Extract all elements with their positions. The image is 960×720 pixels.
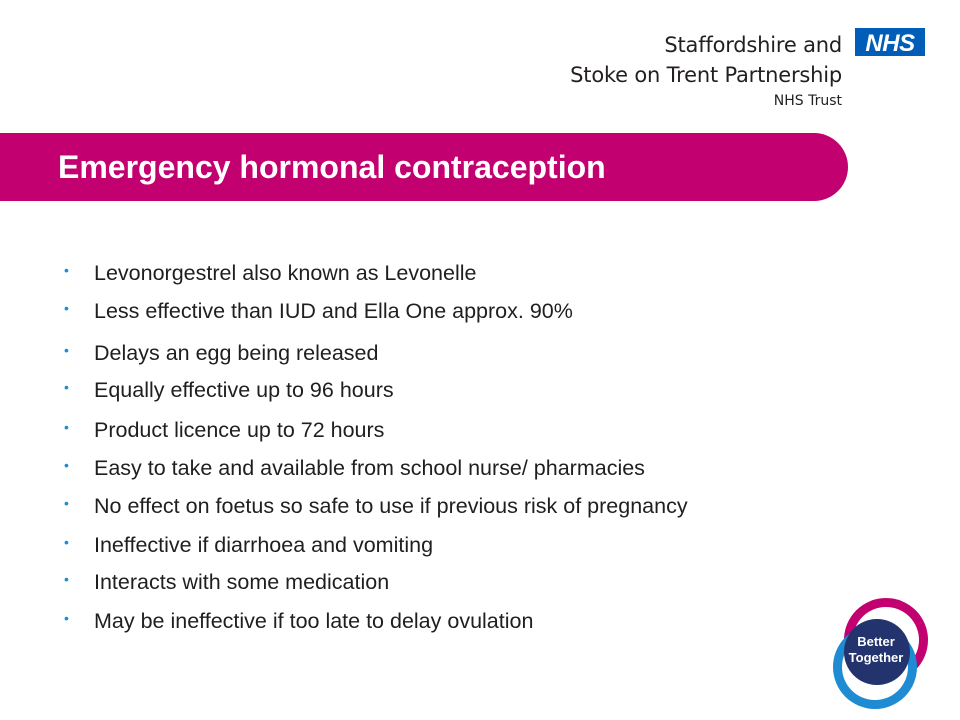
bullet-marker-icon: •	[64, 571, 69, 587]
org-name	[570, 30, 842, 110]
list-item	[0, 373, 900, 407]
bullet-text: Product licence up to 72 hours	[94, 418, 385, 442]
bullet-text: No effect on foetus so safe to use if previous risk of pregnancy	[94, 494, 688, 518]
list-item	[0, 294, 900, 328]
bullet-text: Levonorgestrel also known as Levonelle	[94, 261, 477, 285]
bullet-marker-icon: •	[64, 342, 69, 358]
org-name-line-3: NHS Trust	[773, 93, 842, 109]
list-item	[0, 565, 900, 599]
list-item	[0, 336, 900, 370]
bullet-text: Less effective than IUD and Ella One approx. 90%	[94, 299, 573, 323]
list-item	[0, 256, 900, 290]
nhs-logo-text: NHS	[865, 30, 915, 56]
bullet-marker-icon: •	[64, 610, 69, 626]
bullet-text: Interacts with some medication	[94, 570, 390, 594]
bullet-marker-icon: •	[64, 379, 69, 395]
bullet-text: Delays an egg being released	[94, 341, 379, 365]
org-name-line-1: Staffordshire and	[664, 33, 842, 57]
list-item	[0, 489, 900, 523]
bullet-text: May be ineffective if too late to delay ovulation	[94, 609, 534, 633]
nhs-logo-icon	[855, 28, 925, 56]
bullet-marker-icon: •	[64, 495, 69, 511]
list-item	[0, 604, 900, 638]
list-item	[0, 413, 900, 447]
list-item	[0, 528, 900, 562]
slide-title: Emergency hormonal contraception	[58, 149, 606, 185]
bullet-text: Easy to take and available from school nurse/ pharmacies	[94, 456, 645, 480]
bullet-marker-icon: •	[64, 262, 69, 278]
badge-line-2: Together	[848, 650, 904, 665]
better-together-logo-icon	[828, 592, 932, 716]
list-item	[0, 451, 900, 485]
bullet-marker-icon: •	[64, 457, 69, 473]
bullet-marker-icon: •	[64, 419, 69, 435]
bullet-text: Equally effective up to 96 hours	[94, 378, 394, 402]
org-name-line-2: Stoke on Trent Partnership	[570, 63, 842, 87]
bullet-marker-icon: •	[64, 534, 69, 550]
bullet-text: Ineffective if diarrhoea and vomiting	[94, 533, 434, 557]
badge-line-1: Better	[857, 634, 895, 649]
bullet-marker-icon: •	[64, 300, 69, 316]
